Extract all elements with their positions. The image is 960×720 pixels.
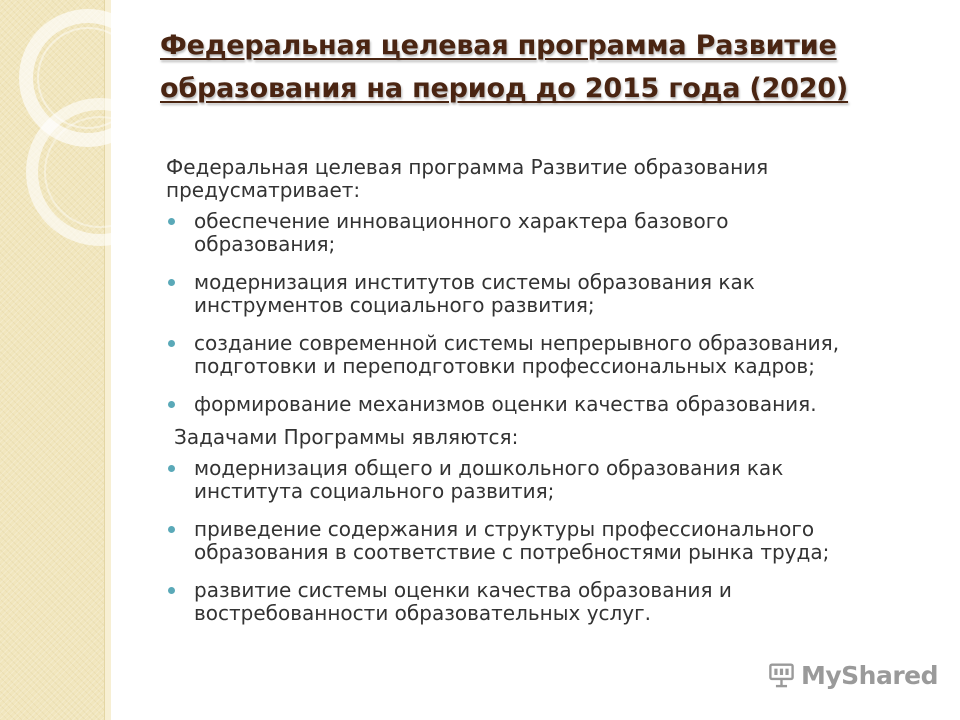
presentation-board-icon bbox=[768, 658, 795, 692]
provisions-list bbox=[166, 210, 916, 416]
slide-title-line-1: Федеральная целевая программа Развитие bbox=[160, 30, 837, 61]
list-item-line-1: модернизация институтов системы образования как bbox=[194, 270, 755, 294]
intro-line-2: предусматривает: bbox=[166, 178, 361, 202]
list-item bbox=[166, 393, 916, 416]
tasks-list bbox=[166, 457, 916, 625]
watermark-text: MyShared bbox=[800, 660, 938, 690]
list-item-line-1: модернизация общего и дошкольного образования как bbox=[194, 456, 784, 480]
mysharedwatermark bbox=[768, 658, 938, 692]
list-item-line-2: инструментов социального развития; bbox=[194, 293, 595, 317]
list-item bbox=[166, 332, 916, 378]
list-item bbox=[166, 579, 916, 625]
list-item bbox=[166, 457, 916, 503]
list-item bbox=[166, 271, 916, 317]
list-item-line-2: образования; bbox=[194, 232, 336, 256]
list-item-line-2: востребованности образовательных услуг. bbox=[194, 601, 652, 625]
list-item-line-1: создание современной системы непрерывного образования, bbox=[194, 331, 840, 355]
list-item-line-2: образования в соответствие с потребностями рынка труда; bbox=[194, 540, 830, 564]
list-item-line-1: обеспечение инновационного характера базового bbox=[194, 209, 729, 233]
slide-title bbox=[160, 24, 920, 110]
list-item-line-1: приведение содержания и структуры профессионального bbox=[194, 517, 815, 541]
list-item-line-1: развитие системы оценки качества образования и bbox=[194, 578, 732, 602]
list-item-line-2: подготовки и переподготовки профессиональных кадров; bbox=[194, 354, 815, 378]
slide-body bbox=[166, 156, 916, 640]
list-item bbox=[166, 210, 916, 256]
list-item-line-2: института социального развития; bbox=[194, 479, 555, 503]
intro-paragraph bbox=[166, 156, 916, 202]
tasks-heading: Задачами Программы являются: bbox=[174, 425, 519, 449]
intro-line-1: Федеральная целевая программа Развитие образования bbox=[166, 155, 769, 179]
list-item bbox=[166, 518, 916, 564]
list-item-line-1: формирование механизмов оценки качества образования. bbox=[194, 392, 817, 416]
slide-title-line-2: образования на период до 2015 года (2020) bbox=[160, 73, 849, 104]
